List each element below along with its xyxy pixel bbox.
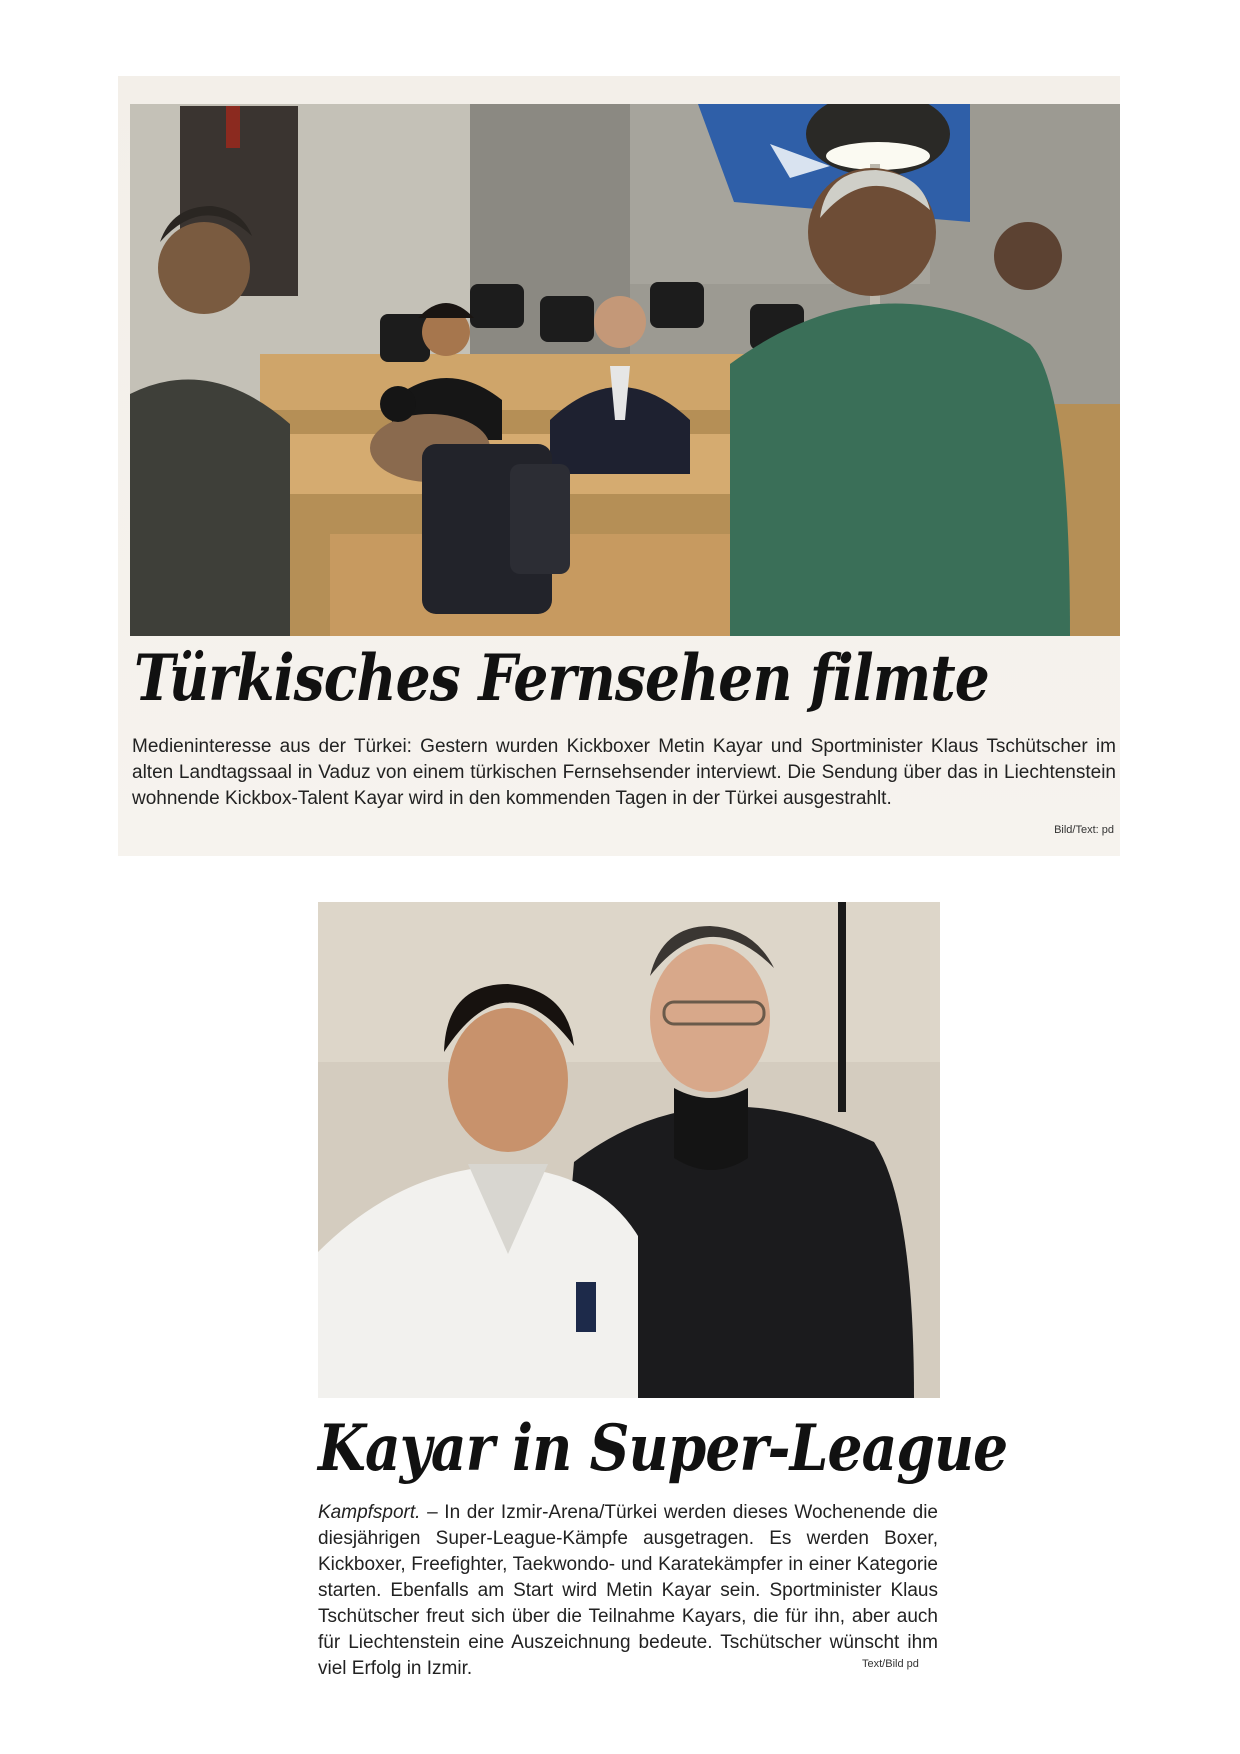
headline: Kayar in Super-League bbox=[318, 1411, 1008, 1486]
photo-credit: Text/Bild pd bbox=[862, 1658, 919, 1670]
portrait-photo bbox=[318, 902, 940, 1398]
tv-crew-interview-photo bbox=[130, 104, 1120, 636]
photo-caption: Medieninteresse aus der Türkei: Gestern wurden Kickboxer Metin Kayar und Sportminister Klaus Tschütscher im alten Landtagssaal in Vaduz von einem türkischen Fernsehsender interviewt. Die Sendung über das in Liechtenstein wohnende Kickbox-Talent Kayar wird in den kommenden Tagen in der Türkei ausgestrahlt. bbox=[132, 736, 1116, 809]
article-lead: Kampfsport. bbox=[318, 1502, 421, 1523]
headline: Türkisches Fernsehen filmte bbox=[134, 641, 989, 716]
article-text: – In der Izmir-Arena/Türkei werden dieses Wochenende die diesjährigen Super-League-Kämpfe ausgetragen. Es werden Boxer, Kickboxer, Freefighter, Taekwondo- und Karatekämpfer in einer Kategorie starten. Ebenfalls am Start wird Metin Kayar sein. Sportminister Klaus Tschütscher freut sich über die Teilnahme Kayars, die für ihn, aber auch für Liechtenstein eine Auszeichnung bedeute. Tschütscher wünscht ihm viel Erfolg in Izmir. bbox=[318, 1502, 938, 1679]
article-body bbox=[318, 1500, 938, 1682]
photo-credit: Bild/Text: pd bbox=[1054, 824, 1114, 836]
newspaper-clipping-1 bbox=[118, 76, 1120, 856]
